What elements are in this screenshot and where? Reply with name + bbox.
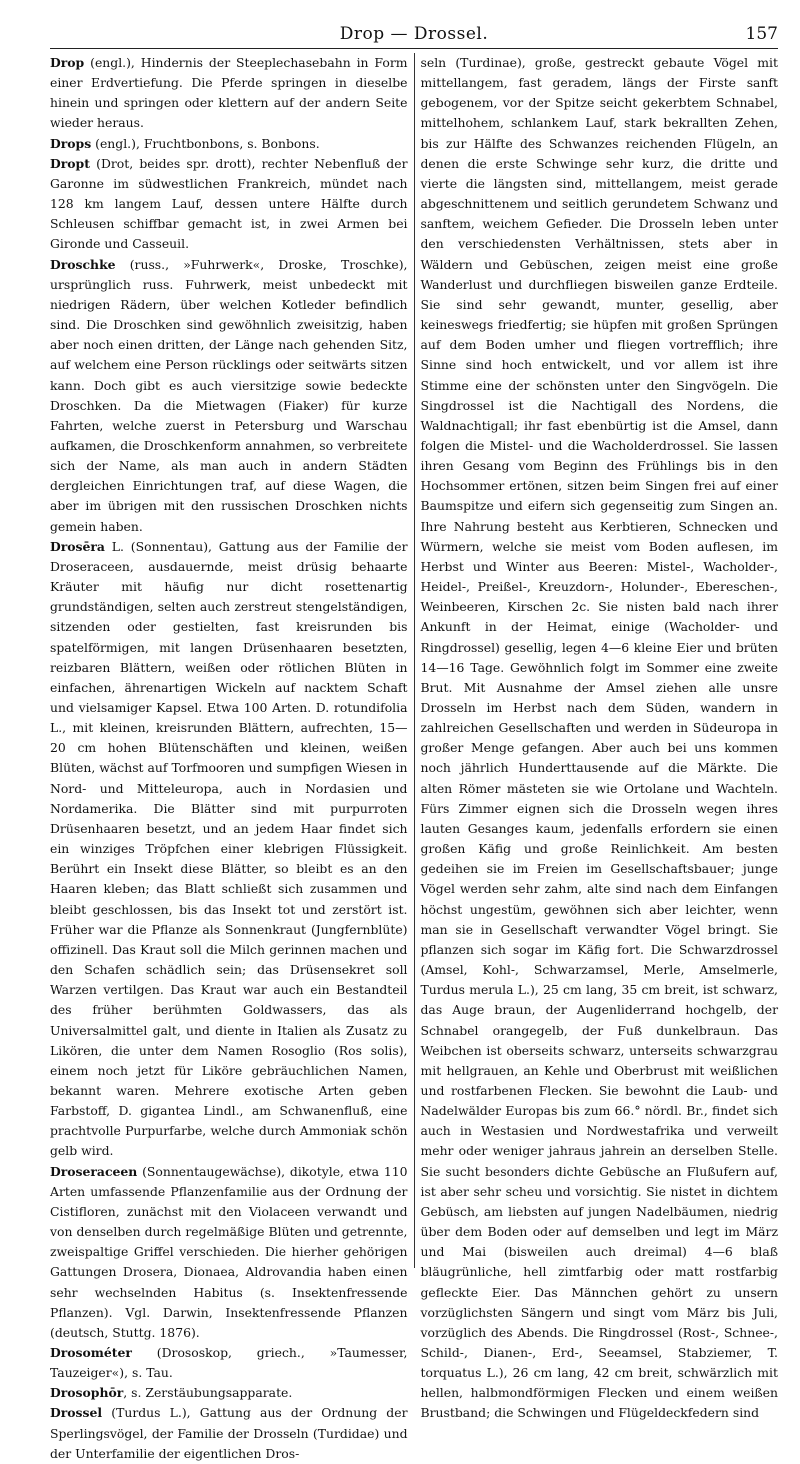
dictionary-entry: [50, 134, 408, 154]
entry-headword: Droschke: [50, 256, 116, 272]
entry-headword: Drop: [50, 55, 85, 70]
entry-text: (russ., »Fuhrwerk«, Droske, Troschke), ursprünglich russ. Fuhrwerk, meist unbedeckt mit niedrigen Rädern, über welchen Kotleder befindlich sind. Die Droschken sind gewöhnlich zweisitzig, haben aber noch einen dritten, der Länge nach gehenden Sitz, auf welchem eine Person rücklings oder seitwärts sitzen kann. Doch gibt es auch viersitzige sowie bedeckte Droschken. Da die Mietwagen (Fiaker) für kurze Fahrten, welche zuerst in Petersburg und Warschau aufkamen, die Droschkenform annahmen, so verbreitete sich der Name, als man auch in andern Städten dergleichen Einrichtungen traf, auf diese Wagen, die aber im übrigen mit den russischen Droschken nichts gemein haben.: [50, 256, 408, 534]
entry-headword: Drosēra: [50, 538, 105, 554]
entry-text: , s. Zerstäubungsapparate.: [123, 1385, 293, 1401]
entry-headword: Droseraceen: [50, 1163, 138, 1179]
dictionary-entry: [50, 53, 408, 134]
dictionary-entry: [50, 1403, 408, 1463]
page-number: 157: [745, 24, 778, 44]
dictionary-entry: [50, 1383, 408, 1403]
left-column: [50, 53, 415, 1461]
dictionary-entry: [50, 255, 408, 537]
dictionary-entry: [50, 154, 408, 255]
dictionary-entry: [50, 1343, 408, 1383]
dictionary-entry: [50, 1162, 408, 1343]
dictionary-entry: [50, 537, 408, 1162]
entry-text: (engl.), Hindernis der Steeplechasebahn in Form einer Erdvertiefung. Die Pferde springen in dieselbe hinein und springen oder klettern auf der andern Seite wieder heraus.: [50, 55, 408, 131]
text-columns: [50, 53, 778, 1461]
entry-text: (engl.), Fruchtbonbons, s. Bonbons.: [91, 135, 320, 151]
entry-text: (Drot, beides spr. drott), rechter Nebenfluß der Garonne im südwestlichen Frankreich, mündet nach 128 km langem Lauf, dessen untere Hälfte durch Schleusen schiffbar gemacht ist, in zwei Armen bei Gironde und Casseuil.: [50, 155, 408, 252]
entry-continuation: seln (Turdinae), große, gestreckt gebaute Vögel mit mittellangem, fast geradem, längs der Firste sanft gebogenem, vor der Spitze seicht gekerbtem Schnabel, mittelhohem, schlankem Lauf, stark bekrallten Zehen, bis zur Hälfte des Schwanzes reichenden Flügeln, an denen die erste Schwinge sehr kurz, die dritte und vierte die längsten sind, mittellangem, meist gerade abgeschnittenem und seitlich gerundetem Schwanz und sanftem, weichem Gefieder. Die Drosseln leben unter den verschiedensten Verhältnissen, stets aber in Wäldern und Gebüschen, zeigen meist eine große Wanderlust und durchfliegen bisweilen ganze Erdteile. Sie sind sehr gewandt, munter, gesellig, aber keineswegs friedfertig; sie hüpfen mit großen Sprüngen auf dem Boden umher und fliegen vortrefflich; ihre Sinne sind hoch entwickelt, und vor allem ist ihre Stimme eine der schönsten unter den Singvögeln. Die Singdrossel ist die Nachtigall des Nordens, die Waldnachtigall; ihr fast ebenbürtig ist die Amsel, dann folgen die Mistel- und die Wacholderdrossel. Sie lassen ihren Gesang vom Beginn des Frühlings bis in den Hochsommer ertönen, sitzen beim Singen frei auf einer Baumspitze und eifern sich gegenseitig zum Singen an. Ihre Nahrung besteht aus Kerbtieren, Schnecken und Würmern, welche sie meist vom Boden auflesen, im Herbst und Winter aus Beeren: Mistel-, Wacholder-, Heidel-, Preißel-, Kreuzdorn-, Holunder-, Ebereschen-, Weinbeeren, Kirschen 2c. Sie nisten bald nach ihrer Ankunft in der Heimat, einige (Wacholder- und Ringdrossel) gesellig, legen 4—6 kleine Eier und brüten 14—16 Tage. Gewöhnlich folgt im Sommer eine zweite Brut. Mit Ausnahme der Amsel ziehen alle unsre Drosseln im Herbst nach dem Süden, wandern in zahlreichen Gesellschaften und werden in Südeuropa in großer Menge gefangen. Aber auch bei uns kommen noch jährlich Hunderttausende auf die Märkte. Die alten Römer mästeten sie wie Ortolane und Wachteln. Fürs Zimmer eignen sich die Drosseln wegen ihres lauten Gesanges kaum, jedenfalls erfordern sie einen großen Käfig und große Reinlichkeit. Am besten gedeihen sie im Freien im Gesellschaftsbauer; junge Vögel werden sehr zahm, alte sind nach dem Einfangen höchst ungestüm, gewöhnen sich aber leichter, wenn man sie in Gesellschaft verwandter Vögel bringt. Sie pflanzen sich sogar im Käfig fort. Die Schwarzdrossel (Amsel, Kohl-, Schwarzamsel, Merle, Amselmerle, Turdus merula L.), 25 cm lang, 35 cm breit, ist schwarz, das Auge braun, der Augenliderrand hochgelb, der Schnabel orangegelb, der Fuß dunkelbraun. Das Weibchen ist oberseits schwarz, unterseits schwarzgrau mit hellgrauen, an Kehle und Oberbrust mit weißlichen und rostfarbenen Flecken. Sie bewohnt die Laub- und Nadelwälder Europas bis zum 66.° nördl. Br., findet sich auch in Westasien und Nordwestafrika und verweilt mehr oder weniger jahraus jahrein an derselben Stelle. Sie sucht besonders dichte Gebüsche an Flußufern auf, ist aber sehr scheu und vorsichtig. Sie nistet in dichtem Gebüsch, am liebsten auf jungen Nadelbäumen, niedrig über dem Boden oder auf demselben und legt im März und Mai (bisweilen auch dreimal) 4—6 blaß bläugrünliche, hell zimtfarbig oder matt rostfarbig gefleckte Eier. Das Männchen gehört zu unsern vorzüglichsten Sängern und singt vom März bis Juli, vorzüglich des Abends. Die Ringdrossel (Rost-, Schnee-, Schild-, Dianen-, Erd-, Seeamsel, Stabziemer, T. torquatus L.), 26 cm lang, 42 cm breit, schwärzlich mit hellen, halbmondförmigen Flecken und einem weißen Brustband; die Schwingen und Flügeldeckfedern sind: [420, 55, 778, 1421]
running-title: Drop — Drossel.: [339, 24, 489, 44]
entry-text: (Turdus L.), Gattung aus der Ordnung der Sperlingsvögel, der Familie der Drosseln (Turdidae) und der Unterfamilie der eigentlichen Dros-: [50, 1405, 408, 1461]
entry-text: (Drososkop, griech., »Taumesser, Tauzeiger«), s. Tau.: [50, 1345, 408, 1381]
entry-headword: Drosophōr: [50, 1385, 124, 1401]
entry-headword: Dropt: [50, 155, 90, 171]
page-header: [50, 22, 778, 49]
entry-text: L. (Sonnentau), Gattung aus der Familie der Droseraceen, ausdauernde, meist drüsig behaarte Kräuter mit häufig nur dicht rosettenartig grundständigen, selten auch zerstreut stengelständigen, sitzenden oder gestielten, fast kreisrunden bis spatelförmigen, mit langen Drüsenhaaren besetzten, reizbaren Blättern, weißen oder rötlichen Blüten in einfachen, ährenartigen Wickeln auf nacktem Schaft und vielsamiger Kapsel. Etwa 100 Arten. D. rotundifolia L., mit kleinen, kreisrunden Blättern, aufrechten, 15—20 cm hohen Blütenschäften und kleinen, weißen Blüten, wächst auf Torfmooren und sumpfigen Wiesen in Nord- und Mitteleuropa, auch in Nordasien und Nordamerika. Die Blätter sind mit purpurroten Drüsenhaaren besetzt, und an jedem Haar findet sich ein winziges Tröpfchen einer klebrigen Flüssigkeit. Berührt ein Insekt diese Blätter, so bleibt es an den Haaren kleben; das Blatt schließt sich zusammen und bleibt geschlossen, bis das Insekt tot und zerstört ist. Früher war die Pflanze als Sonnenkraut (Jungfernblüte) offizinell. Das Kraut soll die Milch gerinnen machen und den Schafen schädlich sein; das Drüsensekret soll Warzen vertilgen. Das Kraut war auch ein Bestandteil des früher berühmten Goldwassers, das als Universalmittel galt, und diente in Italien als Zusatz zu Likören, die unter dem Namen Rosoglio (Ros solis), einem noch jetzt für Liköre gebräuchlichen Namen, bekannt waren. Mehrere exotische Arten geben Farbstoff, D. gigantea Lindl., am Schwanenfluß, eine prachtvolle Purpurfarbe, welche durch Ammoniak schön gelb wird.: [50, 538, 408, 1159]
entry-headword: Drosométer: [50, 1345, 132, 1360]
right-column: [415, 53, 779, 1421]
entry-headword: Drossel: [50, 1405, 103, 1421]
entry-text: (Sonnentaugewächse), dikotyle, etwa 110 Arten umfassende Pflanzenfamilie aus der Ordnung der Cistifloren, zunächst mit den Violaceen verwandt und von denselben durch regelmäßige Blüten und getrennte, zweispaltige Griffel verschieden. Die hierher gehörigen Gattungen Drosera, Dionaea, Aldrovandia haben einen sehr wechselnden Habitus (s. Insektenfressende Pflanzen). Vgl. Darwin, Insektenfressende Pflanzen (deutsch, Stuttg. 1876).: [50, 1163, 408, 1340]
entry-headword: Drops: [50, 135, 92, 151]
